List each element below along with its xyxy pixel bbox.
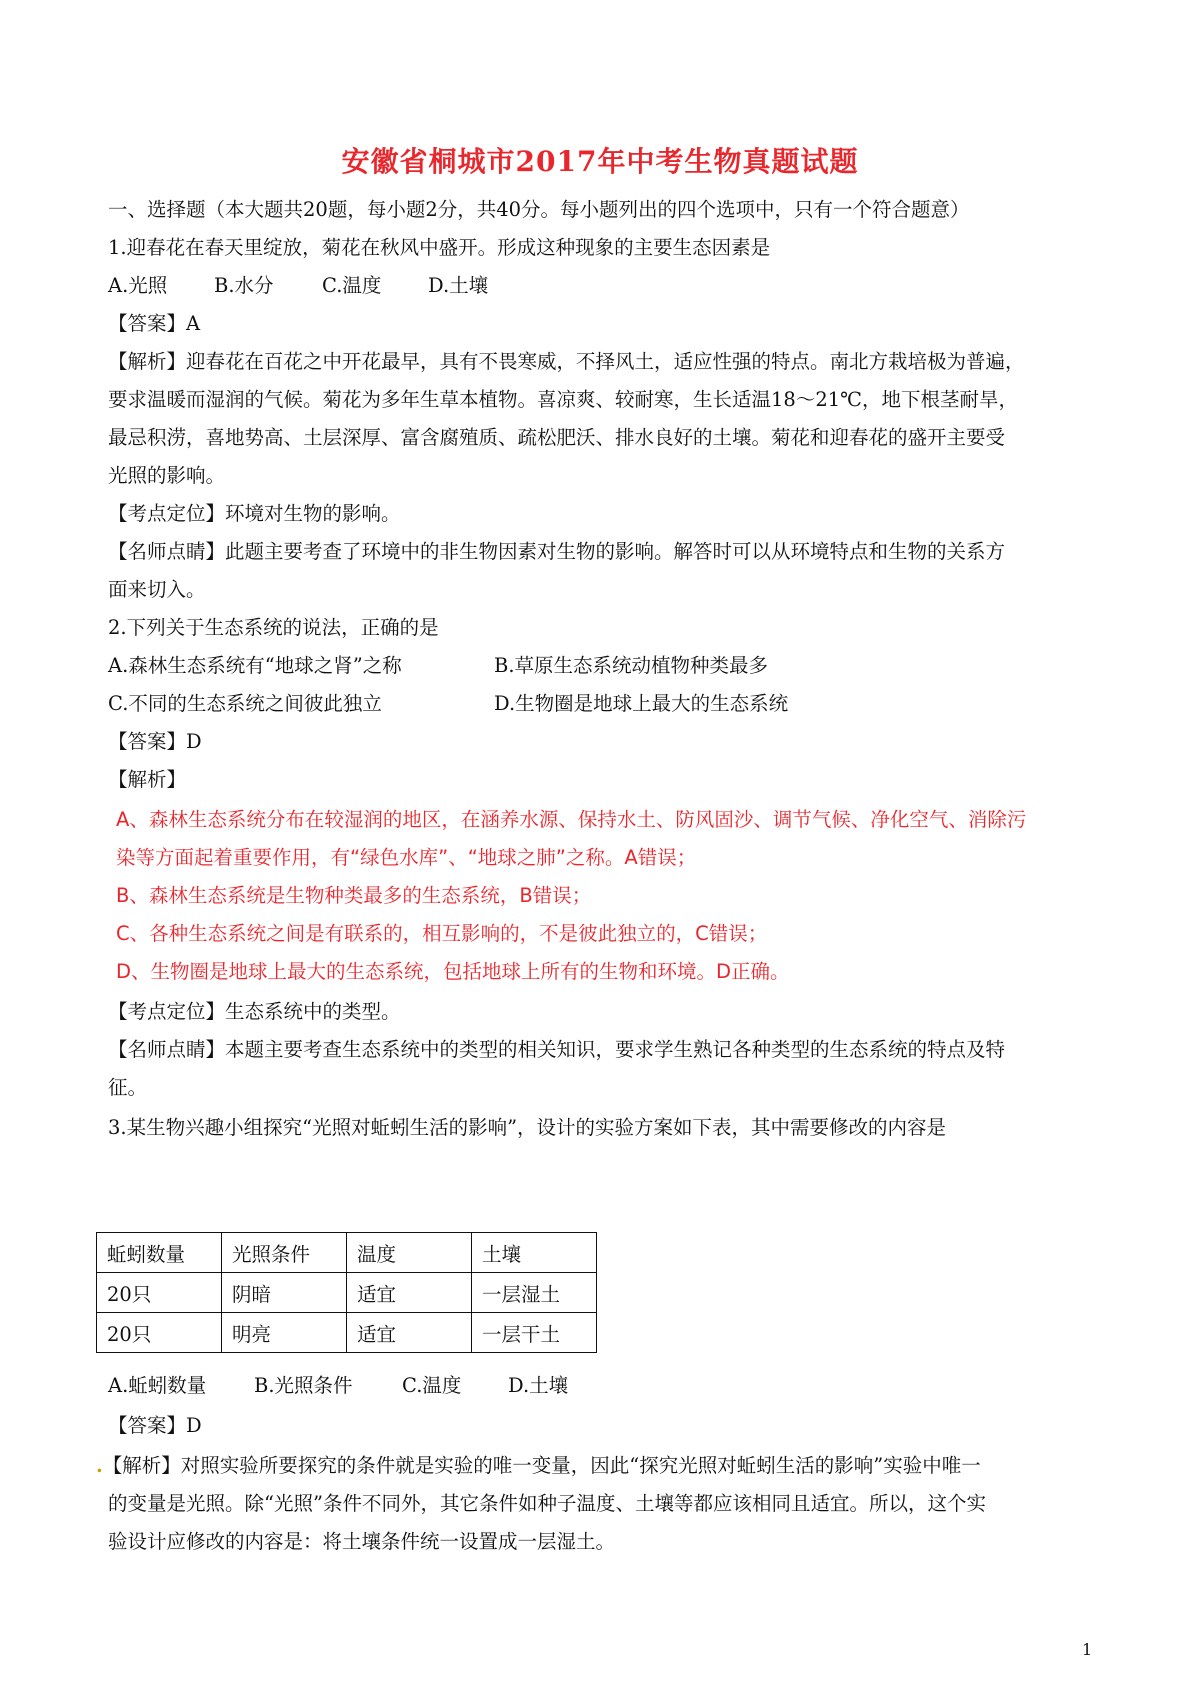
q1-analysis-line-2: 要求温暖而湿润的气候。菊花为多年生草本植物。喜凉爽、较耐寒，生长适温18～21℃，地下根茎耐旱，: [108, 388, 1018, 411]
table-cell: 20只: [97, 1273, 222, 1313]
q2-analysis-label: 【解析】: [108, 768, 187, 791]
table-cell: 一层湿土: [472, 1273, 597, 1313]
q2-tip-line-2: 征。: [108, 1076, 148, 1099]
q2-analysis-red-line-3: B、森林生态系统是生物种类最多的生态系统，B错误；: [116, 884, 592, 907]
q3-option-a: A.蚯蚓数量: [108, 1374, 207, 1397]
page-number: 1: [1082, 1640, 1093, 1659]
q3-options: [108, 1374, 1098, 1398]
table-cell: 阴暗: [222, 1273, 347, 1313]
q1-analysis-line-3: 最忌积涝，喜地势高、土层深厚、富含腐殖质、疏松肥沃、排水良好的土壤。菊花和迎春花的盛开主要受: [108, 426, 1006, 449]
table-header-cell: 光照条件: [222, 1233, 347, 1273]
q1-tip-line-2: 面来切入。: [108, 578, 206, 601]
q3-analysis-text-1: 【解析】对照实验所要探究的条件就是实验的唯一变量，因此“探究光照对蚯蚓生活的影响”实验中唯一: [102, 1454, 981, 1477]
table-cell: 一层干土: [472, 1313, 597, 1353]
q2-analysis-red-line-1: A、森林生态系统分布在较湿润的地区，在涵养水源、保持水土、防风固沙、调节气候、净化空气、消除污: [116, 808, 1027, 831]
q2-tip-line-1: 【名师点睛】本题主要考查生态系统中的类型的相关知识，要求学生熟记各种类型的生态系统的特点及特: [108, 1038, 1006, 1061]
q1-analysis-line-1: 【解析】迎春花在百花之中开花最早，具有不畏寒威，不择风土，适应性强的特点。南北方栽培极为普遍，: [108, 350, 1025, 373]
table-header-cell: 温度: [347, 1233, 472, 1273]
table-cell: 适宜: [347, 1313, 472, 1353]
q3-option-c: C.温度: [402, 1374, 462, 1397]
q2-options-row-2: [108, 692, 1098, 716]
q1-option-c: C.温度: [322, 274, 382, 297]
table-header-cell: 土壤: [472, 1233, 597, 1273]
q2-option-c: C.不同的生态系统之间彼此独立: [108, 692, 382, 715]
q1-options: [108, 274, 1098, 298]
q3-analysis-line-3: 验设计应修改的内容是：将土壤条件统一设置成一层湿土。: [108, 1530, 616, 1553]
q1-answer: 【答案】A: [108, 312, 201, 335]
q3-option-b: B.光照条件: [254, 1374, 353, 1397]
q3-answer: 【答案】D: [108, 1414, 202, 1437]
q1-tip-line-1: 【名师点睛】此题主要考查了环境中的非生物因素对生物的影响。解答时可以从环境特点和生物的关系方: [108, 540, 1006, 563]
q3-experiment-table: [96, 1232, 597, 1353]
q1-stem: 1.迎春花在春天里绽放，菊花在秋风中盛开。形成这种现象的主要生态因素是: [108, 236, 771, 259]
table-row: [97, 1313, 597, 1353]
q3-analysis-line-2: 的变量是光照。除“光照”条件不同外，其它条件如种子温度、土壤等都应该相同且适宜。所以，这个实: [108, 1492, 986, 1515]
table-header-cell: 蚯蚓数量: [97, 1233, 222, 1273]
page-title: 安徽省桐城市2017年中考生物真题试题: [341, 145, 859, 178]
section-heading: 一、选择题（本大题共20题，每小题2分，共40分。每小题列出的四个选项中，只有一个符合题意）: [108, 198, 970, 221]
q1-option-b: B.水分: [214, 274, 274, 297]
q3-analysis-line-1: [96, 1454, 1086, 1478]
q3-stem: 3.某生物兴趣小组探究“光照对蚯蚓生活的影响”，设计的实验方案如下表，其中需要修改的内容是: [108, 1116, 947, 1139]
table-row: [97, 1273, 597, 1313]
table-cell: 明亮: [222, 1313, 347, 1353]
q2-options-row-1: [108, 654, 1098, 678]
analysis-marker: .: [96, 1454, 103, 1477]
q3-option-d: D.土壤: [508, 1374, 569, 1397]
q2-stem: 2.下列关于生态系统的说法，正确的是: [108, 616, 439, 639]
q2-option-b: B.草原生态系统动植物种类最多: [494, 654, 769, 677]
q2-point: 【考点定位】生态系统中的类型。: [108, 1000, 401, 1023]
q1-point: 【考点定位】环境对生物的影响。: [108, 502, 401, 525]
q2-option-a: A.森林生态系统有“地球之肾”之称: [108, 654, 402, 677]
q1-option-d: D.土壤: [428, 274, 489, 297]
table-cell: 适宜: [347, 1273, 472, 1313]
q2-analysis-red-line-4: C、各种生态系统之间是有联系的，相互影响的，不是彼此独立的，C错误；: [116, 922, 768, 945]
q1-option-a: A.光照: [108, 274, 168, 297]
q2-analysis-red-line-5: D、生物圈是地球上最大的生态系统，包括地球上所有的生物和环境。D正确。: [116, 960, 790, 983]
table-cell: 20只: [97, 1313, 222, 1353]
table-header-row: [97, 1233, 597, 1273]
q1-analysis-line-4: 光照的影响。: [108, 464, 226, 487]
q2-analysis-red-line-2: 染等方面起着重要作用，有“绿色水库”、“地球之肺”之称。A错误；: [116, 846, 697, 869]
q2-option-d: D.生物圈是地球上最大的生态系统: [494, 692, 789, 715]
q2-answer: 【答案】D: [108, 730, 202, 753]
